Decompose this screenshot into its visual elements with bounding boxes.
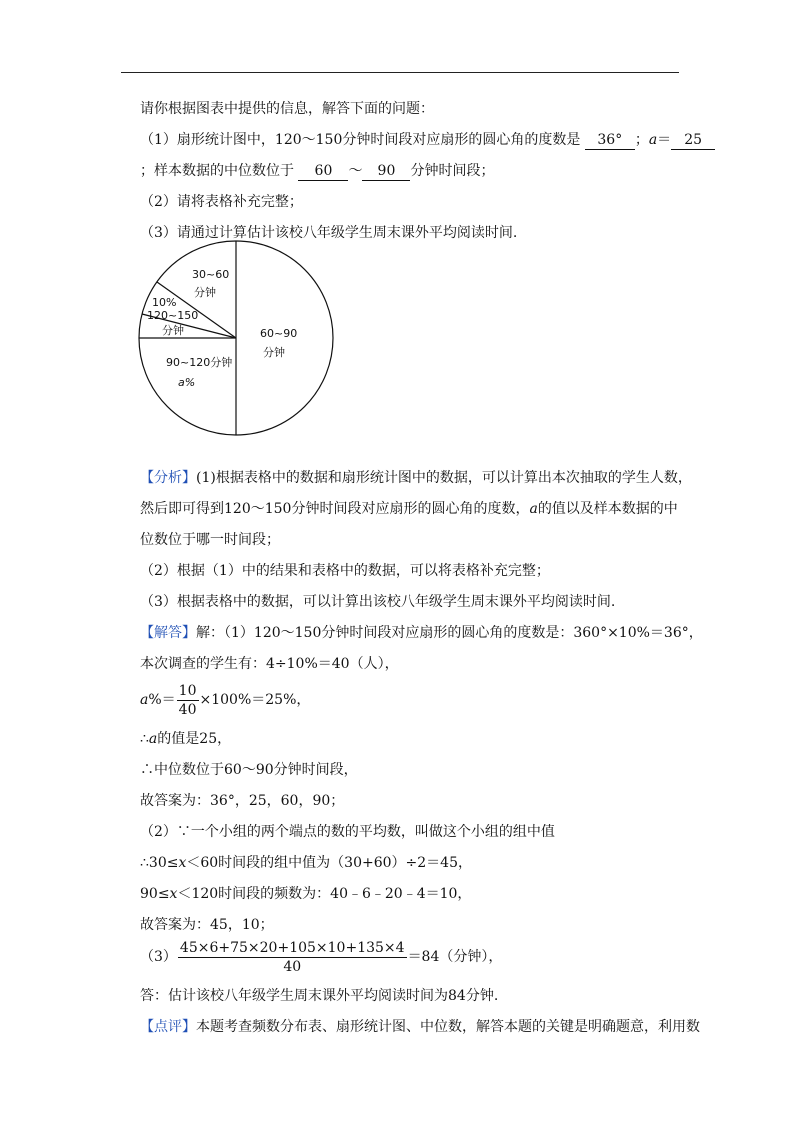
average-numerator: 45×6+75×20+105×10+135×4 [179,939,405,956]
comment-line [140,1018,700,1036]
answer-tag: 【解答】 [140,625,196,641]
answer-line-4 [140,730,231,748]
analysis-text-2c: 的值以及样本数据的中 [537,501,678,517]
answer-line-1 [140,624,703,642]
pie-chart-figure [130,240,350,440]
answer-line-12: 答：估计该校八年级学生周末课外平均阅读时间为84分钟. [140,988,499,1004]
answer-pct-eq: %＝ [148,692,176,708]
q1b-tilde: ～ [348,163,363,179]
analysis-text-2b: a [529,501,538,517]
answer-a-var: a [140,692,149,708]
q1-sep: ； [634,132,649,148]
answer-line-2: 本次调查的学生有：4÷10%＝40（人）， [140,656,399,672]
label-120-150-unit: 分钟 [162,324,184,337]
answer-line-3 [140,680,310,720]
q1-text: （1）扇形统计图中，120～150分钟时间段对应扇形的圆心角的度数是 [140,132,581,148]
question-1b [140,162,494,181]
comment-text: 本题考查频数分布表、扇形统计图、中位数，解答本题的关键是明确题意，利用数 [196,1019,700,1035]
label-10-percent: 10% [152,296,177,309]
answer-x-var: x [178,855,187,871]
answer-line-11 [140,937,502,977]
q1-a-blank: 25 [671,131,715,150]
header-rule [121,72,679,73]
fraction-average [178,939,407,976]
label-30-60-unit: 分钟 [194,286,216,299]
answer-text-3: ×100%＝25%， [199,692,311,708]
median-low-blank: 60 [298,162,348,181]
answer-text-4: 的值是25， [157,731,232,747]
q1-angle-blank: 36° [585,131,635,150]
question-intro: 请你根据图表中提供的信息，解答下面的问题： [140,101,434,117]
label-60-90-unit: 分钟 [263,346,285,359]
analysis-line-1 [140,469,692,487]
label-a-percent: a% [178,376,196,389]
answer-text-9a: 90≤ [140,886,170,902]
average-denominator: 40 [283,958,302,975]
analysis-line-2 [140,500,678,518]
fraction-denominator: 40 [178,701,197,718]
answer-text-1: 解：（1）120～150分钟时间段对应扇形的圆心角的度数是：360°×10%＝36°， [196,625,703,641]
answer-line-9 [140,885,471,903]
question-3: （3）请通过计算估计该校八年级学生周末课外平均阅读时间. [140,225,518,241]
q1b-text: ；样本数据的中位数位于 [140,163,294,179]
analysis-text-1: (1)根据表格中的数据和扇形统计图中的数据，可以计算出本次抽取的学生人数， [196,470,692,486]
comment-tag: 【点评】 [140,1019,196,1035]
answer-x-var-2: x [169,886,178,902]
question-1 [140,131,715,150]
fraction-10-40 [177,682,199,719]
q1-eq: ＝ [657,132,672,148]
analysis-text-2a: 然后即可得到120～150分钟时间段对应扇形的圆心角的度数， [140,501,530,517]
label-90-120: 90~120分钟 [166,356,233,369]
answer-line-8 [140,854,472,872]
answer-line-10: 故答案为：45，10； [140,917,274,933]
fraction-numerator: 10 [178,682,197,699]
answer-text-11b: ＝84（分钟）， [407,949,503,965]
answer-line-5: ∴中位数位于60～90分钟时间段， [140,762,358,778]
therefore-symbol: ∴ [140,731,149,747]
q1-a-label: a [648,132,658,148]
answer-a-var-2: a [148,731,158,747]
median-high-blank: 90 [362,162,410,181]
answer-text-11a: （3） [140,949,177,965]
answer-text-8b: ＜60时间段的组中值为（30+60）÷2＝45， [186,855,472,871]
label-60-90-range: 60~90 [260,327,298,340]
analysis-tag: 【分析】 [140,470,196,486]
analysis-line-3: 位数位于哪一时间段； [140,532,280,548]
answer-line-6: 故答案为：36°，25，60，90； [140,793,345,809]
label-120-150-range: 120~150 [147,309,199,322]
q1b-suffix: 分钟时间段； [410,163,495,179]
answer-text-9b: ＜120时间段的频数为：40﹣6﹣20﹣4＝10， [177,886,472,902]
answer-line-7: （2）∵一个小组的两个端点的数的平均数，叫做这个小组的组中值 [140,824,555,840]
analysis-line-5: （3）根据表格中的数据，可以计算出该校八年级学生周末课外平均阅读时间. [140,594,616,610]
answer-text-8a: ∴30≤ [140,855,179,871]
question-2: （2）请将表格补充完整； [140,194,303,210]
analysis-line-4: （2）根据（1）中的结果和表格中的数据，可以将表格补充完整； [140,563,550,579]
label-30-60-range: 30~60 [192,268,230,281]
